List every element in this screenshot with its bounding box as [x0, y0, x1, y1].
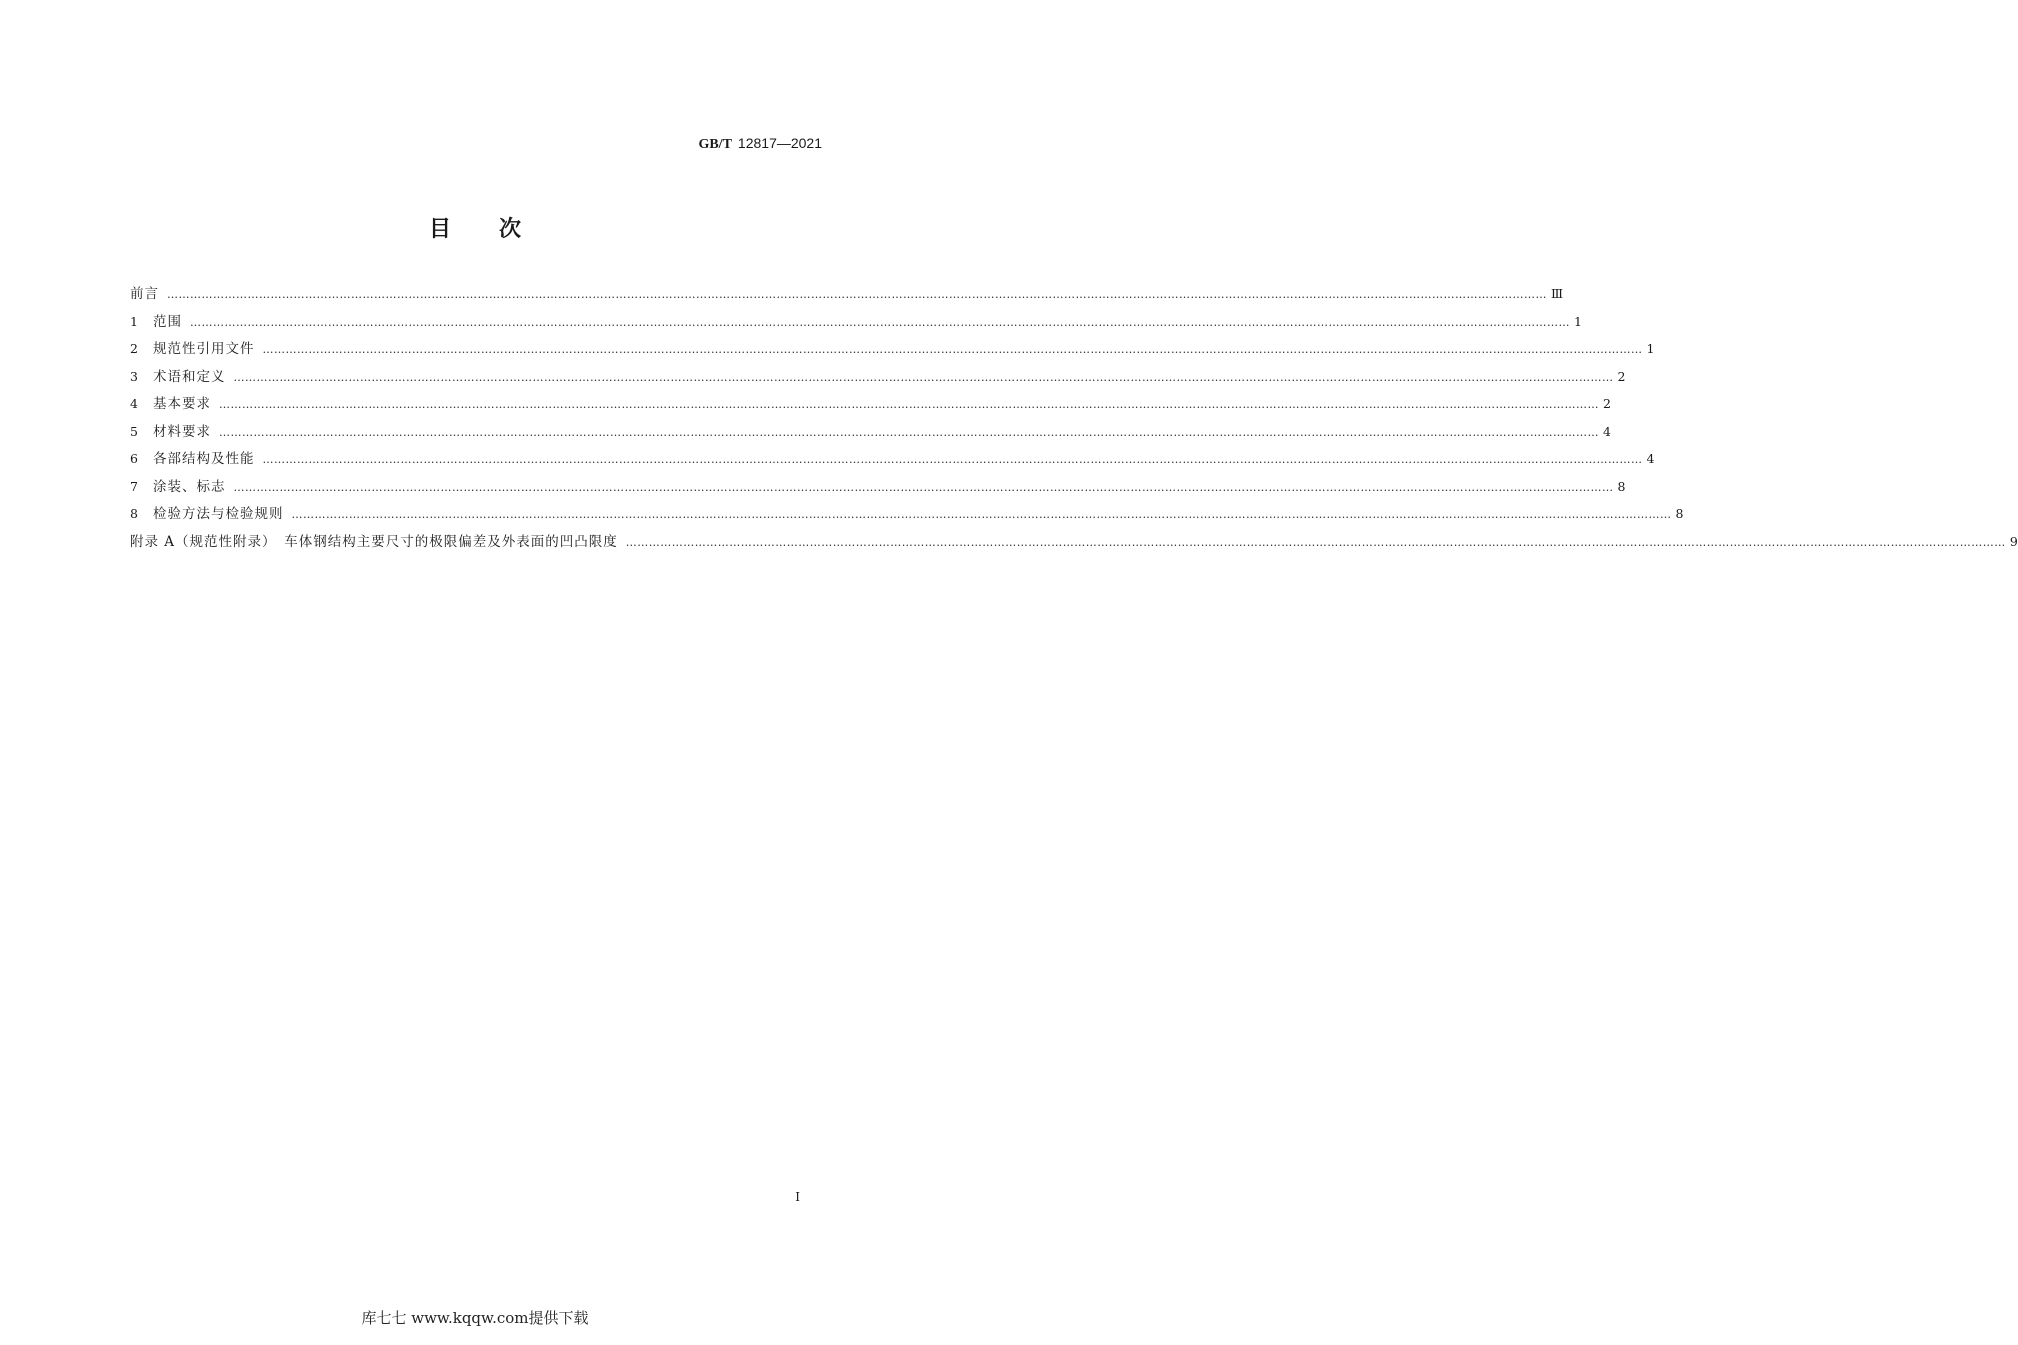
toc-dot-leader: ………………………………………………………………………………………………………………………………………………………………………………………………………………………………………………………………………………………………………………………………: [219, 425, 1599, 439]
toc-entry-page: 4: [1646, 451, 1655, 466]
standard-prefix: GB/T: [698, 137, 732, 152]
toc-entry-label: 各部结构及性能: [153, 451, 255, 467]
toc-dot-leader: ………………………………………………………………………………………………………………………………………………………………………………………………………………………………………………………………………………………………………………………………: [190, 315, 1570, 329]
toc-entry[interactable]: [130, 339, 1655, 367]
toc-entry-number: 1: [130, 313, 138, 329]
toc-dot-leader: ………………………………………………………………………………………………………………………………………………………………………………………………………………………………………………………………………………………………………………………………: [219, 398, 1599, 411]
toc-entry-number: 2: [130, 341, 138, 356]
toc-entry[interactable]: [130, 422, 1611, 450]
toc-dot-leader: ………………………………………………………………………………………………………………………………………………………………………………………………………………………………………………………………………………………………………………………………: [167, 288, 1547, 301]
toc-entry-number: 8: [130, 506, 138, 521]
toc-entry[interactable]: [130, 449, 1655, 477]
toc-entry[interactable]: [130, 394, 1611, 422]
toc-dot-leader: ………………………………………………………………………………………………………………………………………………………………………………………………………………………………………………………………………………………………………………………………: [262, 343, 1643, 356]
toc-entry[interactable]: [130, 367, 1626, 395]
toc-entry-page: 8: [1617, 478, 1626, 494]
toc-dot-leader: ………………………………………………………………………………………………………………………………………………………………………………………………………………………………………………………………………………………………………………………………: [291, 508, 1672, 521]
toc-entry-page: 8: [1675, 506, 1684, 521]
download-watermark: 库七七 www.kqqw.com提供下载: [361, 1309, 589, 1327]
toc-entry-page: 4: [1603, 423, 1611, 439]
toc-dot-leader: ………………………………………………………………………………………………………………………………………………………………………………………………………………………………………………………………………………………………………………………………: [625, 535, 2006, 549]
toc-entry[interactable]: [130, 312, 1582, 340]
toc-entry-page: 9: [2009, 533, 2018, 549]
toc-entry-number: 6: [130, 451, 138, 466]
toc-entry-number: 3: [130, 368, 138, 384]
toc-entry[interactable]: [130, 477, 1626, 505]
toc-entry-page: 1: [1646, 341, 1655, 356]
toc-dot-leader: ………………………………………………………………………………………………………………………………………………………………………………………………………………………………………………………………………………………………………………………………: [233, 370, 1614, 384]
table-of-contents: [130, 284, 2018, 559]
page-number: I: [795, 1190, 800, 1204]
toc-entry-number: 5: [130, 423, 138, 439]
toc-entry-page: 1: [1574, 313, 1582, 329]
toc-entry-label: 附录 A（规范性附录） 车体钢结构主要尺寸的极限偏差及外表面的凹凸限度: [130, 533, 618, 550]
toc-entry-number: 7: [130, 478, 138, 494]
standard-number: 12817—2021: [737, 135, 822, 151]
toc-entry-label: 前言: [130, 286, 159, 302]
toc-entry-label: 规范性引用文件: [153, 341, 255, 357]
standard-code: [698, 135, 822, 153]
toc-entry-number: 4: [130, 396, 138, 411]
toc-entry[interactable]: [130, 532, 2018, 560]
toc-entry-label: 术语和定义: [153, 368, 226, 385]
toc-dot-leader: ………………………………………………………………………………………………………………………………………………………………………………………………………………………………………………………………………………………………………………………………: [233, 480, 1614, 494]
toc-entry-page: 2: [1617, 368, 1626, 384]
toc-entry-label: 范围: [153, 313, 182, 330]
toc-entry-label: 基本要求: [153, 396, 211, 412]
toc-entry-label: 涂装、标志: [153, 478, 226, 495]
page-title: 目次: [428, 217, 569, 242]
toc-entry[interactable]: [130, 504, 1684, 532]
toc-entry-label: 材料要求: [153, 423, 211, 440]
toc-entry-page: Ⅲ: [1551, 286, 1564, 301]
toc-entry-page: 2: [1603, 396, 1611, 411]
toc-entry[interactable]: [130, 284, 1564, 312]
toc-entry-label: 检验方法与检验规则: [153, 506, 284, 522]
toc-dot-leader: ………………………………………………………………………………………………………………………………………………………………………………………………………………………………………………………………………………………………………………………………: [262, 453, 1643, 466]
